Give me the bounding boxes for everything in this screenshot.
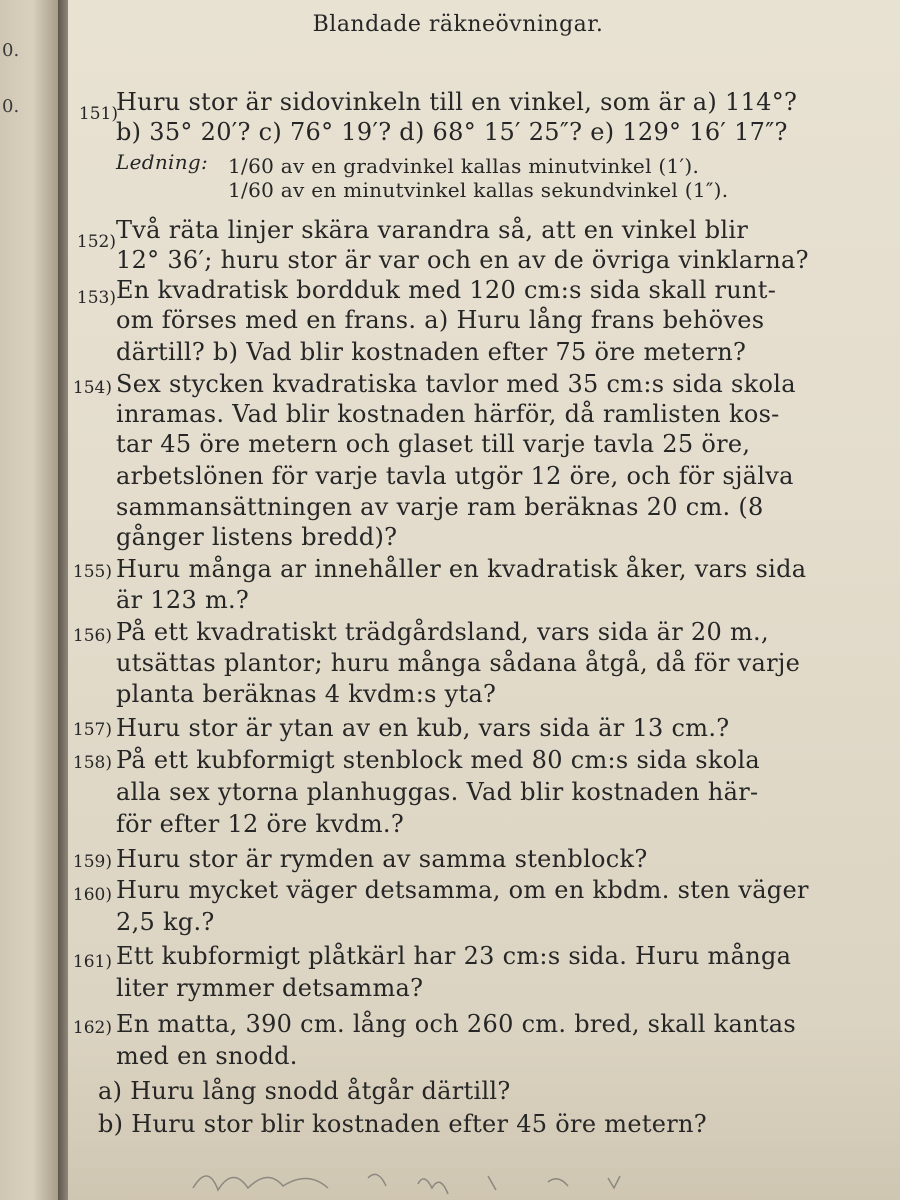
problem-number: 162) (72, 1018, 112, 1038)
problem-line: därtill? b) Vad blir kostnaden efter 75 öre metern? (116, 338, 747, 366)
page-title: Blandade räkneövningar. (312, 12, 604, 37)
problem-line: tar 45 öre metern och glaset till varje tavla 25 öre, (116, 430, 751, 458)
problem-line: sammansättningen av varje ram beräknas 20 cm. (8 (116, 493, 764, 521)
problem-line: arbetslönen för varje tavla utgör 12 öre, och för själva (116, 462, 794, 490)
problem-line: alla sex ytorna planhuggas. Vad blir kostnaden här- (116, 778, 759, 806)
problem-number: 154) (72, 378, 112, 398)
problem-line: Två räta linjer skära varandra så, att en vinkel blir (116, 216, 749, 244)
hint-line: 1/60 av en minutvinkel kallas sekundvinkel (1″). (228, 178, 729, 202)
problem-number: 161) (72, 952, 112, 972)
problem-line: Huru stor är sidovinkeln till en vinkel, som är a) 114°? (116, 88, 798, 116)
problem-line: 2,5 kg.? (116, 908, 215, 936)
problem-line: På ett kvadratiskt trädgårdsland, vars sida är 20 m., (116, 618, 769, 646)
problem-line: En kvadratisk bordduk med 120 cm:s sida skall runt- (116, 276, 777, 304)
problem-number: 151) (78, 104, 118, 124)
problem-line: Sex stycken kvadratiska tavlor med 35 cm:s sida skola (116, 370, 796, 398)
problem-line: b) Huru stor blir kostnaden efter 45 öre metern? (98, 1110, 707, 1138)
problem-line: planta beräknas 4 kvdm:s yta? (116, 680, 497, 708)
problem-number: 153) (76, 288, 116, 308)
problem-line: om förses med en frans. a) Huru lång frans behöves (116, 306, 765, 334)
hint-line: 1/60 av en gradvinkel kallas minutvinkel (1′). (228, 154, 700, 178)
problem-line: för efter 12 öre kvdm.? (116, 810, 405, 838)
problem-line: Huru mycket väger detsamma, om en kbdm. sten väger (116, 876, 809, 904)
pencil-scribble (188, 1158, 708, 1198)
problem-number: 152) (76, 232, 116, 252)
problem-number: 155) (72, 562, 112, 582)
left-page-mark: 0. (2, 40, 20, 61)
problem-line: Huru stor är ytan av en kub, vars sida är 13 cm.? (116, 714, 730, 742)
problem-line: är 123 m.? (116, 586, 250, 614)
problem-number: 158) (72, 753, 112, 773)
hint-label: Ledning: (116, 150, 209, 174)
problem-line: a) Huru lång snodd åtgår därtill? (98, 1077, 511, 1105)
problem-line: b) 35° 20′? c) 76° 19′? d) 68° 15′ 25″? e) 129° 16′ 17″? (116, 118, 788, 146)
problem-line: Ett kubformigt plåtkärl har 23 cm:s sida. Huru många (116, 942, 792, 970)
problem-line: liter rymmer detsamma? (116, 974, 424, 1002)
problem-line: På ett kubformigt stenblock med 80 cm:s sida skola (116, 746, 761, 774)
problem-number: 157) (72, 720, 112, 740)
problem-number: 159) (72, 852, 112, 872)
problem-line: gånger listens bredd)? (116, 523, 398, 551)
left-page-mark: 0. (2, 96, 20, 117)
problem-number: 156) (72, 626, 112, 646)
problem-line: inramas. Vad blir kostnaden härför, då ramlisten kos- (116, 400, 780, 428)
problem-line: Huru många ar innehåller en kvadratisk åker, vars sida (116, 555, 807, 583)
problem-line: Huru stor är rymden av samma stenblock? (116, 845, 648, 873)
left-page-edge (0, 0, 58, 1200)
book-page (68, 0, 900, 1200)
problem-number: 160) (72, 885, 112, 905)
problem-line: 12° 36′; huru stor är var och en av de övriga vinklarna? (116, 246, 809, 274)
problem-line: En matta, 390 cm. lång och 260 cm. bred, skall kantas (116, 1010, 797, 1038)
problem-line: med en snodd. (116, 1042, 298, 1070)
problem-line: utsättas plantor; huru många sådana åtgå, då för varje (116, 649, 801, 677)
